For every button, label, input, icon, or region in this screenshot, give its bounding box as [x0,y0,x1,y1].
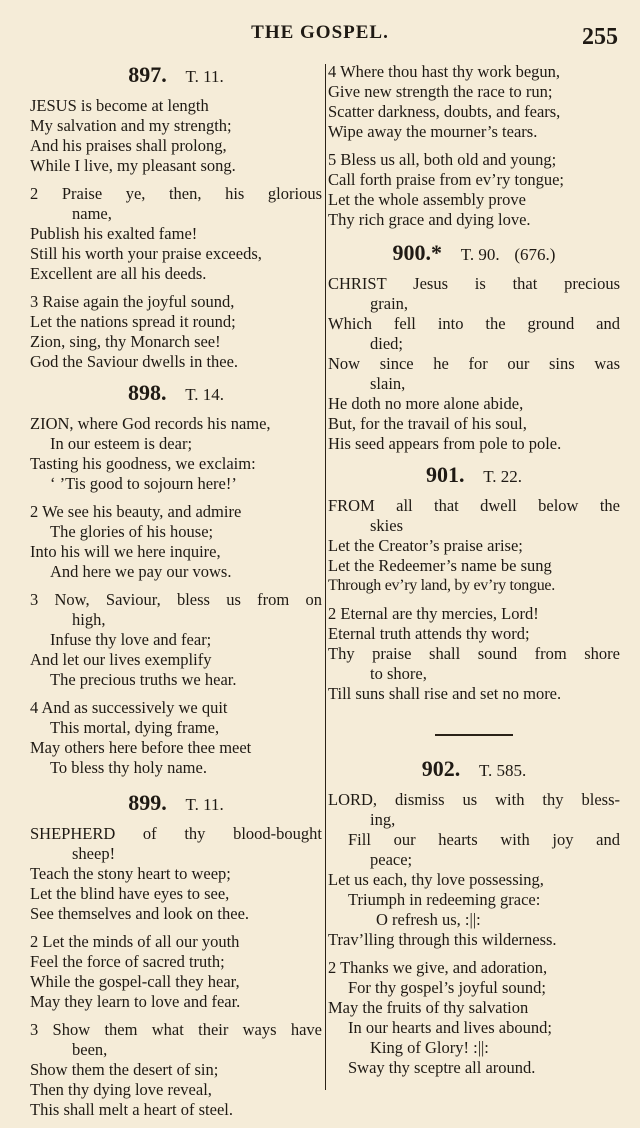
verse-line: Excellent are all his deeds. [30,264,207,283]
verse-line: 4 And as successively we quit [30,698,228,717]
verse-line: In our hearts and lives abound; [348,1018,552,1037]
tune-ref: T. 14. [185,385,225,404]
verse-line: high, [72,610,106,629]
verse-line: Till suns shall rise and set no more. [328,684,562,703]
verse-line: Let the blind have eyes to see, [30,884,230,903]
verse [328,150,620,230]
verse-line: Give new strength the race to run; [328,82,553,101]
verse-line: Let the Creator’s praise arise; [328,536,523,555]
verse-line: This mortal, dying frame, [50,718,220,737]
tune-ref: T. 11. [185,795,224,814]
verse-line: 2 Thanks we give, and adoration, [328,958,548,977]
verse-line: 5 Bless us all, both old and young; [328,150,557,169]
verse-line: 2 Praise ye, then, his glorious [30,184,322,203]
verse-line: ZION, where God records his name, [30,414,271,433]
verse-line: sheep! [72,844,116,863]
verse-line: FROM all that dwell below the [328,496,620,515]
verse-line: JESUS is become at length [30,96,209,115]
hymn-901-header [328,462,620,490]
verse-line: Infuse thy love and fear; [50,630,212,649]
verse-line: Through ev’ry land, by ev’ry tongue. [328,577,555,594]
hymn-899-header [30,790,322,818]
verse-line: Let us each, thy love possessing, [328,870,544,889]
hymn-number: 898. [127,380,167,405]
verse-line: Let the nations spread it round; [30,312,236,331]
verse-line: And here we pay our vows. [50,562,232,581]
hymn-898-header [30,380,322,408]
verse-line: skies [370,516,403,535]
verse-line: May the fruits of thy salvation [328,998,529,1017]
verse-line: Which fell into the ground and [328,314,620,333]
verse-line: 2 We see his beauty, and admire [30,502,242,521]
verse-line: God the Saviour dwells in thee. [30,352,239,371]
verse-line: Then thy dying love reveal, [30,1080,212,1099]
column-divider [325,64,326,1090]
verse [30,184,322,284]
verse-line: CHRIST Jesus is that precious [328,274,620,293]
tune-ref: T. 90. [460,245,500,264]
verse [328,604,620,704]
tune-ref: T. 11. [185,67,224,86]
verse-line: In our esteem is dear; [50,434,193,453]
right-column [328,62,620,1086]
tune-ref: T. 585. [478,761,527,780]
hymn-number: 900.* [392,240,443,265]
verse-line: SHEPHERD of thy blood-bought [30,824,322,843]
verse-line: LORD, dismiss us with thy bless- [328,790,620,809]
verse-line: to shore, [370,664,427,683]
verse-line: Feel the force of sacred truth; [30,952,225,971]
verse-line: been, [72,1040,108,1059]
verse-line: This shall melt a heart of steel. [30,1100,233,1119]
verse-line: O refresh us, :||: [376,910,481,929]
verse-line: Sway thy sceptre all around. [348,1058,536,1077]
verse-line: Publish his exalted fame! [30,224,198,243]
hymn-number: 899. [128,790,167,815]
verse-line: Now since he for our sins was [328,354,620,373]
verse-line: Show them the desert of sin; [30,1060,219,1079]
verse [30,698,322,778]
verse-line: 2 Eternal are thy mercies, Lord! [328,604,539,623]
verse-line: Tasting his goodness, we exclaim: [30,454,256,473]
verse-line: Let the whole assembly prove [328,190,526,209]
verse-line: peace; [370,850,413,869]
verse [328,958,620,1078]
verse-line: And let our lives exemplify [30,650,212,669]
verse-line: While I live, my pleasant song. [30,156,236,175]
verse-line: 3 Show them what their ways have [30,1020,322,1039]
verse-line: His seed appears from pole to pole. [328,434,562,453]
verse-line: But, for the travail of his soul, [328,414,527,433]
verse-line: See themselves and look on thee. [30,904,250,923]
verse-line: Triumph in redeeming grace: [348,890,541,909]
verse-line: Call forth praise from ev’ry tongue; [328,170,564,189]
verse-line: Wipe away the mourner’s tears. [328,122,538,141]
verse-line: grain, [370,294,409,313]
hymn-897-header [30,62,322,90]
hymn-902-header [328,756,620,784]
verse [30,932,322,1012]
verse-line: And his praises shall prolong, [30,136,227,155]
verse-line: 3 Now, Saviour, bless us from on [30,590,322,609]
left-column [30,58,322,1128]
verse-line: For thy gospel’s joyful sound; [348,978,547,997]
verse-line: name, [72,204,112,223]
hymn-900-header [328,240,620,268]
hymn-number: 901. [425,462,465,487]
verse-line: King of Glory! :||: [370,1038,489,1057]
verse-line: May they learn to love and fear. [30,992,241,1011]
verse-line: The glories of his house; [50,522,214,541]
verse-line: Let the Redeemer’s name be sung [328,556,552,575]
verse [30,1020,322,1120]
verse-line: Scatter darkness, doubts, and fears, [328,102,561,121]
verse-line: My salvation and my strength; [30,116,232,135]
verse-line: To bless thy holy name. [50,758,207,777]
verse [30,824,322,924]
verse-line: Eternal truth attends thy word; [328,624,530,643]
verse-line: 4 Where thou hast thy work begun, [328,62,561,81]
verse [30,590,322,690]
verse-line: Still his worth your praise exceeds, [30,244,262,263]
verse-line: 3 Raise again the joyful sound, [30,292,235,311]
verse-line: May others here before thee meet [30,738,252,757]
verse-line: Thy rich grace and dying love. [328,210,531,229]
verse-line: While the gospel-call they hear, [30,972,240,991]
verse-line: died; [370,334,403,353]
verse [30,414,322,494]
verse-line: ing, [370,810,396,829]
verse [30,96,322,176]
verse-line: Into his will we here inquire, [30,542,221,561]
page-number: 255 [582,24,618,50]
verse-line: Thy praise shall sound from shore [328,644,620,663]
verse [328,790,620,950]
verse [328,496,620,596]
cross-reference: (676.) [514,245,556,264]
verse-line: slain, [370,374,406,393]
verse-line: ‘ ’Tis good to sojourn here!’ [50,474,237,493]
verse-line: Zion, sing, thy Monarch see! [30,332,221,351]
verse-line: Trav’lling through this wilderness. [328,930,557,949]
section-rule [435,734,513,736]
hymn-number: 902. [421,756,461,781]
verse-line: Fill our hearts with joy and [348,830,620,849]
verse [328,62,620,142]
running-header: THE GOSPEL. [251,22,389,43]
hymn-number: 897. [128,62,167,87]
verse-line: 2 Let the minds of all our youth [30,932,240,951]
verse-line: Teach the stony heart to weep; [30,864,231,883]
verse-line: He doth no more alone abide, [328,394,524,413]
verse [328,274,620,454]
verse [30,292,322,372]
tune-ref: T. 22. [483,467,523,486]
verse-line: The precious truths we hear. [50,670,237,689]
verse [30,502,322,582]
